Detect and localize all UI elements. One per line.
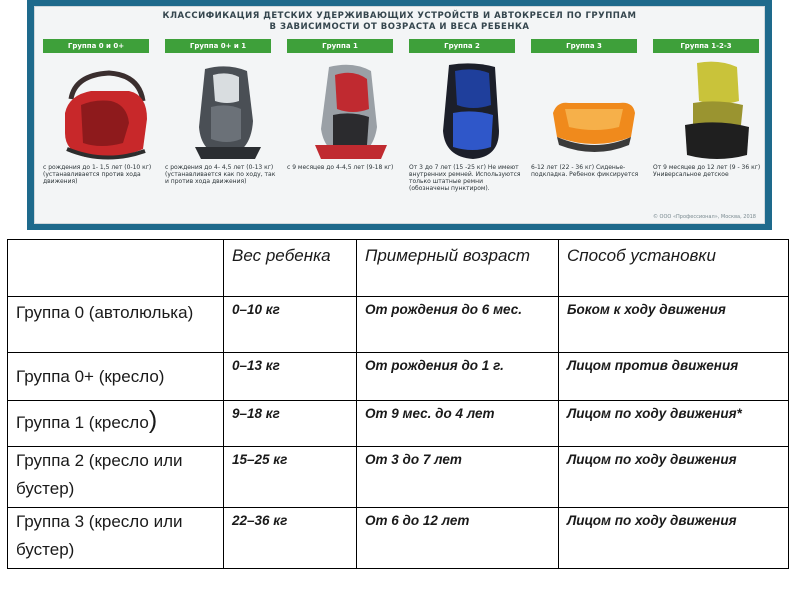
convertible-seat-icon: [175, 61, 281, 165]
booster-cushion-icon: [541, 61, 647, 165]
group-desc-2: От 3 до 7 лет (15 -25 кг) Не имеют внутренних ремней. Используются только штатные ремни (обозначены пунктиром).: [409, 164, 521, 192]
weight-value: 9–18 кг: [224, 401, 357, 447]
age-value: От 6 до 12 лет: [357, 508, 559, 569]
group-desc-0plus-1: с рождения до 4- 4,5 лет (0-13 кг) (устанавливается как по ходу, так и против хода движения): [165, 164, 276, 185]
age-value: От рождения до 1 г.: [357, 353, 559, 401]
poster-panel: [34, 6, 765, 224]
age-value: От 9 мес. до 4 лет: [357, 401, 559, 447]
group-name: Группа 1 (кресло: [16, 413, 149, 432]
high-back-booster-icon: [419, 61, 525, 165]
install-value: Лицом против движения: [559, 353, 789, 401]
header-weight: Вес ребенка: [224, 240, 357, 297]
install-value: Боком к ходу движения: [559, 297, 789, 353]
header-age: Примерный возраст: [357, 240, 559, 297]
poster-footer: © ООО «Профессионал», Москва, 2018: [652, 214, 756, 220]
install-value: Лицом по ходу движения: [559, 508, 789, 569]
header-empty-cell: [8, 240, 224, 297]
group-name-cell: [8, 401, 224, 447]
poster-title-line1: КЛАССИФИКАЦИЯ ДЕТСКИХ УДЕРЖИВАЮЩИХ УСТРОЙСТВ И АВТОКРЕСЕЛ ПО ГРУППАМ: [162, 11, 637, 21]
install-value: Лицом по ходу движения: [559, 447, 789, 508]
group-desc-0-0plus: с рождения до 1- 1,5 лет (0-10 кг) (устанавливается против хода движения): [43, 164, 152, 185]
weight-value: 0–13 кг: [224, 353, 357, 401]
header-install: Способ установки: [559, 240, 789, 297]
group-name: Группа 3 (кресло или бустер): [8, 508, 224, 569]
group-chip-1-2-3: Группа 1-2-3: [653, 39, 759, 53]
group-name: Группа 2 (кресло или бустер): [8, 447, 224, 508]
group-labels-row: [43, 39, 756, 53]
poster-title-line2: В ЗАВИСИМОСТИ ОТ ВОЗРАСТА И ВЕСА РЕБЕНКА: [269, 22, 530, 32]
poster-title: [35, 11, 764, 33]
install-value: Лицом по ходу движения*: [559, 401, 789, 447]
table-row: [8, 401, 789, 447]
weight-value: 0–10 кг: [224, 297, 357, 353]
weight-value: 15–25 кг: [224, 447, 357, 508]
car-seat-groups-table: [7, 239, 789, 569]
group-chip-0-0plus: Группа 0 и 0+: [43, 39, 149, 53]
table-header-row: [8, 240, 789, 297]
group-chip-1: Группа 1: [287, 39, 393, 53]
group-chip-3: Группа 3: [531, 39, 637, 53]
classification-poster: [27, 0, 772, 230]
age-value: От 3 до 7 лет: [357, 447, 559, 508]
table-row: [8, 353, 789, 401]
group-name: Группа 0 (автолюлька): [8, 297, 224, 353]
table-row: [8, 508, 789, 569]
group-name: Группа 0+ (кресло): [8, 353, 224, 401]
universal-seat-icon: [663, 61, 769, 165]
group-name-suffix: ): [148, 406, 158, 434]
group-desc-3: 6-12 лет (22 - 36 кг) Сиденье-подкладка. Ребенок фиксируется: [531, 164, 639, 178]
group-chip-0plus-1: Группа 0+ и 1: [165, 39, 271, 53]
age-value: От рождения до 6 мес.: [357, 297, 559, 353]
weight-value: 22–36 кг: [224, 508, 357, 569]
table-row: [8, 297, 789, 353]
group-desc-1-2-3: От 9 месяцев до 12 лет (9 - 36 кг) Универсальное детское: [653, 164, 761, 178]
table-row: [8, 447, 789, 508]
group-chip-2: Группа 2: [409, 39, 515, 53]
infant-carrier-icon: [51, 61, 157, 165]
group-desc-1: с 9 месяцев до 4-4,5 лет (9-18 кг): [287, 164, 394, 171]
child-seat-icon: [297, 61, 403, 165]
